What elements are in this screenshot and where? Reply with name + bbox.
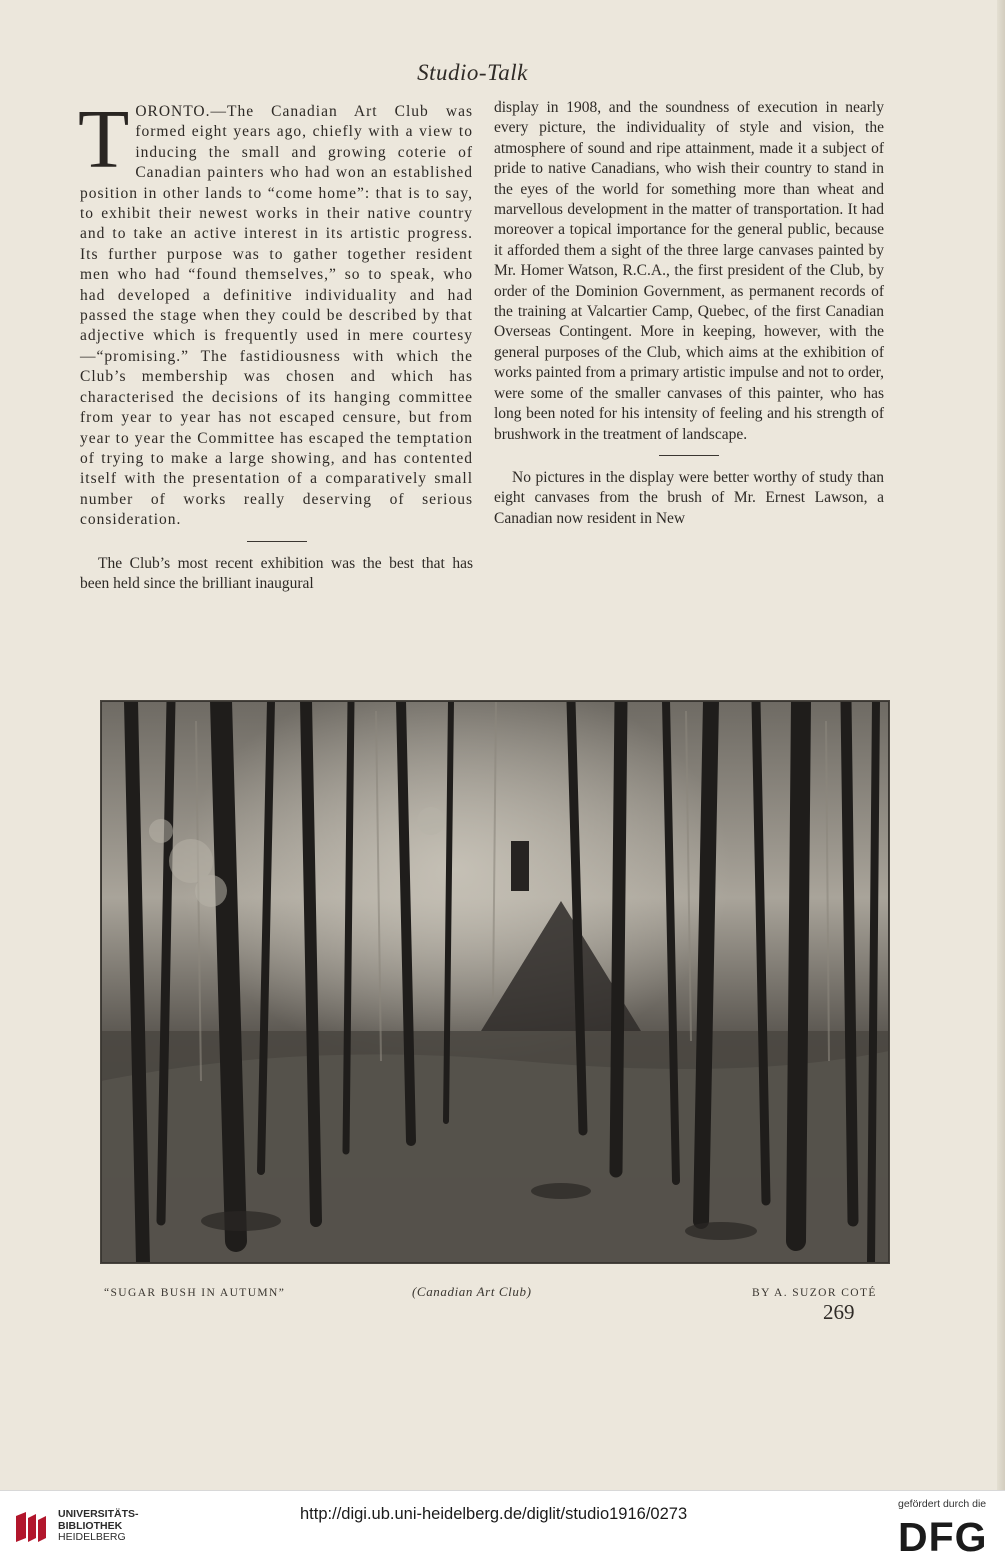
paragraph-toronto-intro [78,93,473,531]
page-number: 269 [823,1300,855,1324]
drop-cap: T [78,93,130,186]
permalink-url[interactable]: http://digi.ub.uni-heidelberg.de/diglit/studio1916/0273 [300,1505,688,1523]
library-line: BIBLIOTHEK [58,1519,123,1532]
section-rule [247,541,307,542]
dfg-logo[interactable]: DFG [898,1514,988,1560]
section-rule [659,455,719,456]
plate-caption-title: “SUGAR BUSH IN AUTUMN” [104,1287,286,1299]
paragraph-display: display in 1908, and the soundness of execution in nearly every picture, the individuality of style and vision, the atmosphere of sound and ripe attainment, made it a subject of pride to native Canadians, who wish their country to stand in the eyes of the world for something more than wheat and marvellous development in the matter of transportation. It had moreover a topical importance for the general public, because it afforded them a sight of the three large canvases painted by Mr. Homer Watson, R.C.A., the first president of the Club, by order of the Dominion Government, as permanent records of the training at Valcartier Camp, Quebec, of the first Canadian Overseas Contingent. More in keeping, however, with the general purposes of the Club, which aims at the exhibition of works painted from a primary artistic impulse and not to order, were some of the smaller canvases of this painter, who has long been noted for his intensity of feeling and his strength of brushwork in the treatment of landscape. [494,99,884,443]
painting-plate [100,700,890,1264]
library-logo-icon[interactable] [12,1508,50,1546]
library-line: UNIVERSITÄTS- [58,1508,139,1520]
paragraph-lawson: No pictures in the display were better worthy of study than eight canvases from the brush of Mr. Ernest Lawson, a Canadian now resident in New [494,468,884,527]
article-left-column [78,93,473,594]
funded-by-label: gefördert durch die [898,1498,987,1510]
library-name[interactable] [58,1509,139,1544]
page-edge-shadow [997,0,1005,1490]
paragraph-exhibition: The Club’s most recent exhibition was the best that has been held since the brilliant inaugural [80,554,473,592]
forest-painting-image [101,701,889,1263]
paragraph-text: ORONTO.—The Canadian Art Club was formed eight years ago, chiefly with a view to inducing the small and growing coterie of Canadian painters who had won an established position in other lands to “come home”: that is to say, to exhibit their newest works in their native country and to take an active interest in its artistic progress. Its further purpose was to gather together resident men who had “found themselves,” so to speak, who had developed a definitive individuality and had passed the stage when they could be described by that adjective which is frequently used in mere courtesy —“promising.” The fastidiousness with which the Club’s membership was chosen and which has characterised the decisions of its hanging committee from year to year has not escaped censure, but from year to year the Committee has escaped the temptation of trying to make a large showing, and has contented itself with the presentation of a comparatively small number of works really deserving of serious consideration. [80,103,473,529]
plate-caption-source: (Canadian Art Club) [412,1284,532,1299]
digitization-footer [0,1490,1005,1562]
library-line: HEIDELBERG [58,1531,126,1543]
running-title: Studio-Talk [417,60,528,85]
plate-caption-artist: BY A. SUZOR COTÉ [752,1287,877,1299]
article-right-column [494,98,884,529]
